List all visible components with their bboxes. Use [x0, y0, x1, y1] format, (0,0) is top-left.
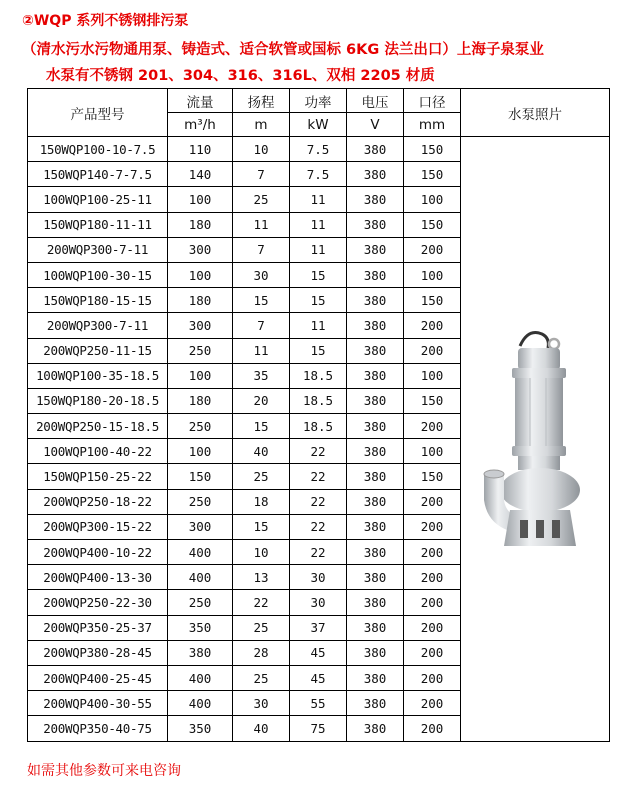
cell-power: 7.5 — [290, 137, 347, 162]
cell-power: 30 — [290, 565, 347, 590]
cell-model: 150WQP150-25-22 — [28, 464, 168, 489]
cell-diameter: 200 — [404, 565, 461, 590]
cell-power: 11 — [290, 237, 347, 262]
cell-power: 30 — [290, 590, 347, 615]
material-note: 水泵有不锈钢 201、304、316、316L、双相 2205 材质 — [46, 68, 435, 84]
cell-voltage: 380 — [347, 514, 404, 539]
cell-diameter: 150 — [404, 212, 461, 237]
cell-diameter: 200 — [404, 489, 461, 514]
cell-voltage: 380 — [347, 313, 404, 338]
cell-model: 200WQP400-30-55 — [28, 691, 168, 716]
cell-model: 200WQP300-15-22 — [28, 514, 168, 539]
cell-head: 15 — [233, 288, 290, 313]
cell-model: 200WQP250-15-18.5 — [28, 414, 168, 439]
cell-flow: 350 — [168, 716, 233, 741]
cell-model: 150WQP180-11-11 — [28, 212, 168, 237]
cell-head: 25 — [233, 665, 290, 690]
cell-flow: 400 — [168, 691, 233, 716]
cell-model: 200WQP250-11-15 — [28, 338, 168, 363]
cell-flow: 250 — [168, 338, 233, 363]
cell-voltage: 380 — [347, 640, 404, 665]
cell-flow: 250 — [168, 590, 233, 615]
cell-model: 200WQP350-25-37 — [28, 615, 168, 640]
cell-flow: 100 — [168, 262, 233, 287]
header-power: 功率 — [290, 89, 347, 113]
cell-diameter: 200 — [404, 590, 461, 615]
cell-power: 15 — [290, 262, 347, 287]
series-title: ②WQP 系列不锈钢排污泵 — [22, 13, 189, 29]
unit-voltage: V — [347, 113, 404, 137]
cell-voltage: 380 — [347, 489, 404, 514]
cell-voltage: 380 — [347, 237, 404, 262]
cell-head: 11 — [233, 338, 290, 363]
header-voltage: 电压 — [347, 89, 404, 113]
cell-power: 22 — [290, 514, 347, 539]
cell-model: 100WQP100-40-22 — [28, 439, 168, 464]
cell-voltage: 380 — [347, 540, 404, 565]
series-subtitle: （清水污水污物通用泵、铸造式、适合软管或国标 6KG 法兰出口）上海子泉泵业 — [22, 42, 544, 58]
cell-head: 20 — [233, 388, 290, 413]
cell-flow: 100 — [168, 187, 233, 212]
cell-diameter: 200 — [404, 338, 461, 363]
cell-head: 22 — [233, 590, 290, 615]
cell-flow: 300 — [168, 237, 233, 262]
cell-head: 25 — [233, 615, 290, 640]
cell-flow: 140 — [168, 162, 233, 187]
spec-table-body — [28, 137, 610, 742]
cell-flow: 100 — [168, 363, 233, 388]
cell-power: 37 — [290, 615, 347, 640]
cell-head: 30 — [233, 262, 290, 287]
cell-model: 150WQP180-20-18.5 — [28, 388, 168, 413]
cell-head: 15 — [233, 514, 290, 539]
cell-voltage: 380 — [347, 464, 404, 489]
cell-voltage: 380 — [347, 590, 404, 615]
cell-diameter: 150 — [404, 137, 461, 162]
cell-diameter: 150 — [404, 388, 461, 413]
cell-voltage: 380 — [347, 565, 404, 590]
cell-voltage: 380 — [347, 262, 404, 287]
cell-diameter: 200 — [404, 414, 461, 439]
cell-voltage: 380 — [347, 363, 404, 388]
cell-head: 18 — [233, 489, 290, 514]
cell-head: 13 — [233, 565, 290, 590]
cell-head: 35 — [233, 363, 290, 388]
cell-photo — [461, 137, 610, 742]
cell-flow: 150 — [168, 464, 233, 489]
cell-diameter: 200 — [404, 615, 461, 640]
cell-diameter: 100 — [404, 363, 461, 388]
cell-diameter: 200 — [404, 716, 461, 741]
cell-power: 45 — [290, 640, 347, 665]
cell-head: 25 — [233, 464, 290, 489]
cell-model: 200WQP300-7-11 — [28, 237, 168, 262]
cell-power: 75 — [290, 716, 347, 741]
cell-power: 22 — [290, 464, 347, 489]
spec-table — [27, 88, 610, 742]
contact-note: 如需其他参数可来电咨询 — [27, 763, 181, 779]
cell-power: 22 — [290, 540, 347, 565]
cell-diameter: 200 — [404, 313, 461, 338]
cell-voltage: 380 — [347, 162, 404, 187]
cell-model: 100WQP100-35-18.5 — [28, 363, 168, 388]
cell-voltage: 380 — [347, 665, 404, 690]
cell-flow: 100 — [168, 439, 233, 464]
cell-power: 22 — [290, 439, 347, 464]
cell-power: 18.5 — [290, 363, 347, 388]
cell-voltage: 380 — [347, 439, 404, 464]
unit-head: m — [233, 113, 290, 137]
cell-diameter: 100 — [404, 439, 461, 464]
cell-flow: 380 — [168, 640, 233, 665]
unit-power: kW — [290, 113, 347, 137]
cell-voltage: 380 — [347, 212, 404, 237]
cell-head: 7 — [233, 313, 290, 338]
cell-power: 11 — [290, 187, 347, 212]
cell-model: 150WQP180-15-15 — [28, 288, 168, 313]
cell-voltage: 380 — [347, 388, 404, 413]
cell-power: 18.5 — [290, 414, 347, 439]
cell-diameter: 200 — [404, 665, 461, 690]
cell-flow: 250 — [168, 414, 233, 439]
cell-model: 200WQP250-18-22 — [28, 489, 168, 514]
cell-voltage: 380 — [347, 187, 404, 212]
cell-power: 22 — [290, 489, 347, 514]
cell-power: 11 — [290, 212, 347, 237]
cell-flow: 300 — [168, 514, 233, 539]
cell-head: 30 — [233, 691, 290, 716]
cell-head: 10 — [233, 540, 290, 565]
cell-diameter: 100 — [404, 262, 461, 287]
header-model: 产品型号 — [28, 89, 168, 137]
cell-model: 200WQP400-13-30 — [28, 565, 168, 590]
cell-diameter: 150 — [404, 162, 461, 187]
cell-flow: 300 — [168, 313, 233, 338]
cell-voltage: 380 — [347, 288, 404, 313]
cell-head: 40 — [233, 439, 290, 464]
cell-flow: 400 — [168, 665, 233, 690]
cell-power: 7.5 — [290, 162, 347, 187]
cell-voltage: 380 — [347, 716, 404, 741]
cell-power: 15 — [290, 288, 347, 313]
cell-voltage: 380 — [347, 137, 404, 162]
table-row — [28, 137, 610, 162]
cell-flow: 180 — [168, 212, 233, 237]
cell-model: 200WQP400-25-45 — [28, 665, 168, 690]
cell-model: 200WQP350-40-75 — [28, 716, 168, 741]
cell-diameter: 200 — [404, 237, 461, 262]
cell-flow: 400 — [168, 565, 233, 590]
cell-model: 150WQP100-10-7.5 — [28, 137, 168, 162]
cell-power: 55 — [290, 691, 347, 716]
cell-head: 7 — [233, 237, 290, 262]
cell-diameter: 200 — [404, 514, 461, 539]
cell-head: 28 — [233, 640, 290, 665]
cell-diameter: 150 — [404, 464, 461, 489]
cell-diameter: 200 — [404, 640, 461, 665]
cell-head: 7 — [233, 162, 290, 187]
unit-flow: m³/h — [168, 113, 233, 137]
header-head: 扬程 — [233, 89, 290, 113]
cell-head: 10 — [233, 137, 290, 162]
cell-model: 200WQP400-10-22 — [28, 540, 168, 565]
cell-voltage: 380 — [347, 615, 404, 640]
cell-head: 25 — [233, 187, 290, 212]
cell-power: 15 — [290, 338, 347, 363]
cell-flow: 110 — [168, 137, 233, 162]
header-diameter: 口径 — [404, 89, 461, 113]
cell-diameter: 200 — [404, 540, 461, 565]
cell-model: 200WQP250-22-30 — [28, 590, 168, 615]
cell-model: 200WQP300-7-11 — [28, 313, 168, 338]
cell-head: 15 — [233, 414, 290, 439]
cell-power: 45 — [290, 665, 347, 690]
cell-model: 150WQP140-7-7.5 — [28, 162, 168, 187]
cell-flow: 400 — [168, 540, 233, 565]
cell-model: 100WQP100-25-11 — [28, 187, 168, 212]
cell-power: 18.5 — [290, 388, 347, 413]
cell-head: 40 — [233, 716, 290, 741]
cell-power: 11 — [290, 313, 347, 338]
header-flow: 流量 — [168, 89, 233, 113]
cell-flow: 250 — [168, 489, 233, 514]
header-photo: 水泵照片 — [461, 89, 610, 137]
cell-voltage: 380 — [347, 414, 404, 439]
cell-voltage: 380 — [347, 338, 404, 363]
cell-flow: 350 — [168, 615, 233, 640]
cell-head: 11 — [233, 212, 290, 237]
cell-model: 100WQP100-30-15 — [28, 262, 168, 287]
cell-model: 200WQP380-28-45 — [28, 640, 168, 665]
cell-diameter: 200 — [404, 691, 461, 716]
cell-flow: 180 — [168, 388, 233, 413]
pump-photo-icon — [480, 324, 590, 554]
cell-diameter: 150 — [404, 288, 461, 313]
unit-diameter: mm — [404, 113, 461, 137]
cell-voltage: 380 — [347, 691, 404, 716]
cell-flow: 180 — [168, 288, 233, 313]
cell-diameter: 100 — [404, 187, 461, 212]
